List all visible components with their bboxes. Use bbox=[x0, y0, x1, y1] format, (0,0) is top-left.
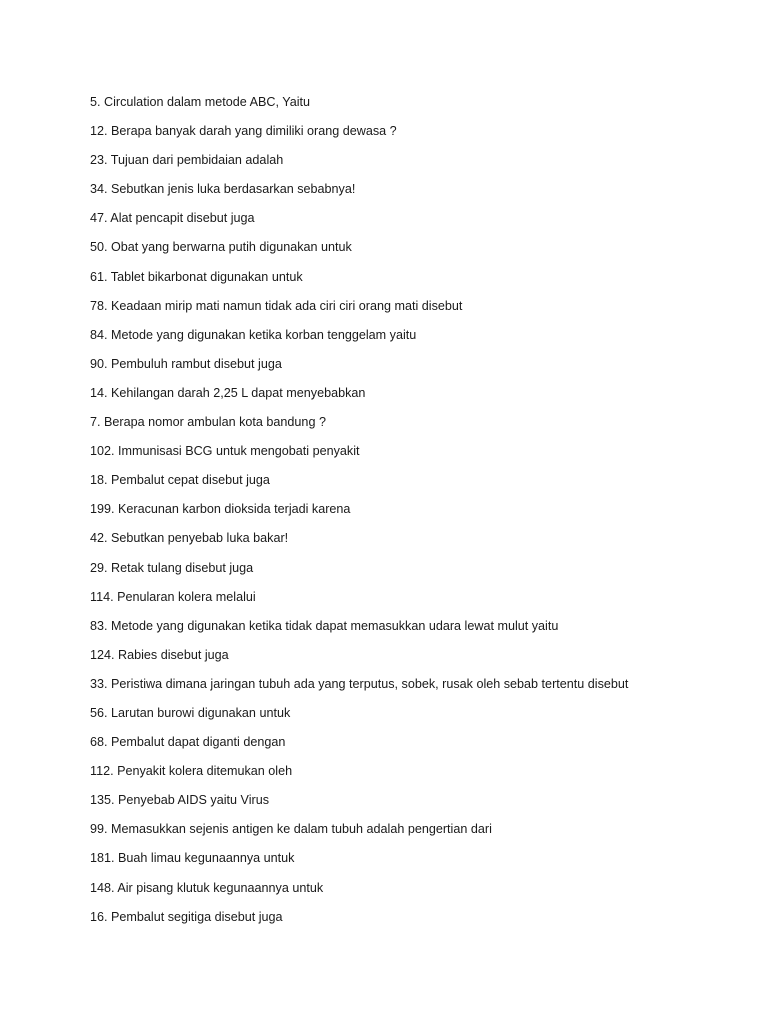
question-list bbox=[90, 92, 730, 936]
question-item: 23. Tujuan dari pembidaian adalah bbox=[90, 153, 284, 168]
question-item: 78. Keadaan mirip mati namun tidak ada ciri ciri orang mati disebut bbox=[90, 298, 463, 313]
question-item: 34. Sebutkan jenis luka berdasarkan sebabnya! bbox=[90, 182, 356, 197]
question-item: 16. Pembalut segitiga disebut juga bbox=[90, 909, 283, 924]
question-item: 5. Circulation dalam metode ABC, Yaitu bbox=[90, 95, 311, 109]
question-item: 47. Alat pencapit disebut juga bbox=[90, 211, 255, 226]
question-item: 33. Peristiwa dimana jaringan tubuh ada yang terputus, sobek, rusak oleh sebab tertentu disebut bbox=[90, 676, 629, 691]
question-item: 50. Obat yang berwarna putih digunakan untuk bbox=[90, 240, 352, 255]
question-item: 12. Berapa banyak darah yang dimiliki orang dewasa ? bbox=[90, 124, 397, 139]
question-item: 68. Pembalut dapat diganti dengan bbox=[90, 735, 286, 750]
question-item: 114. Penularan kolera melalui bbox=[90, 589, 256, 604]
question-item: 199. Keracunan karbon dioksida terjadi karena bbox=[90, 502, 351, 517]
question-item: 61. Tablet bikarbonat digunakan untuk bbox=[90, 269, 303, 284]
question-item: 18. Pembalut cepat disebut juga bbox=[90, 473, 270, 488]
question-item: 135. Penyebab AIDS yaitu Virus bbox=[90, 793, 269, 808]
question-item: 56. Larutan burowi digunakan untuk bbox=[90, 705, 291, 720]
question-item: 99. Memasukkan sejenis antigen ke dalam tubuh adalah pengertian dari bbox=[90, 822, 492, 837]
question-item: 29. Retak tulang disebut juga bbox=[90, 560, 254, 575]
question-item: 83. Metode yang digunakan ketika tidak dapat memasukkan udara lewat mulut yaitu bbox=[90, 618, 559, 633]
question-item: 112. Penyakit kolera ditemukan oleh bbox=[90, 764, 293, 779]
question-item: 7. Berapa nomor ambulan kota bandung ? bbox=[90, 415, 326, 430]
question-item: 148. Air pisang klutuk kegunaannya untuk bbox=[90, 880, 324, 895]
question-item: 90. Pembuluh rambut disebut juga bbox=[90, 356, 282, 371]
question-item: 84. Metode yang digunakan ketika korban tenggelam yaitu bbox=[90, 327, 417, 342]
question-item: 14. Kehilangan darah 2,25 L dapat menyebabkan bbox=[90, 385, 366, 400]
question-item: 42. Sebutkan penyebab luka bakar! bbox=[90, 531, 289, 546]
question-item: 181. Buah limau kegunaannya untuk bbox=[90, 851, 295, 866]
question-item: 102. Immunisasi BCG untuk mengobati penyakit bbox=[90, 444, 360, 459]
question-item: 124. Rabies disebut juga bbox=[90, 647, 229, 662]
